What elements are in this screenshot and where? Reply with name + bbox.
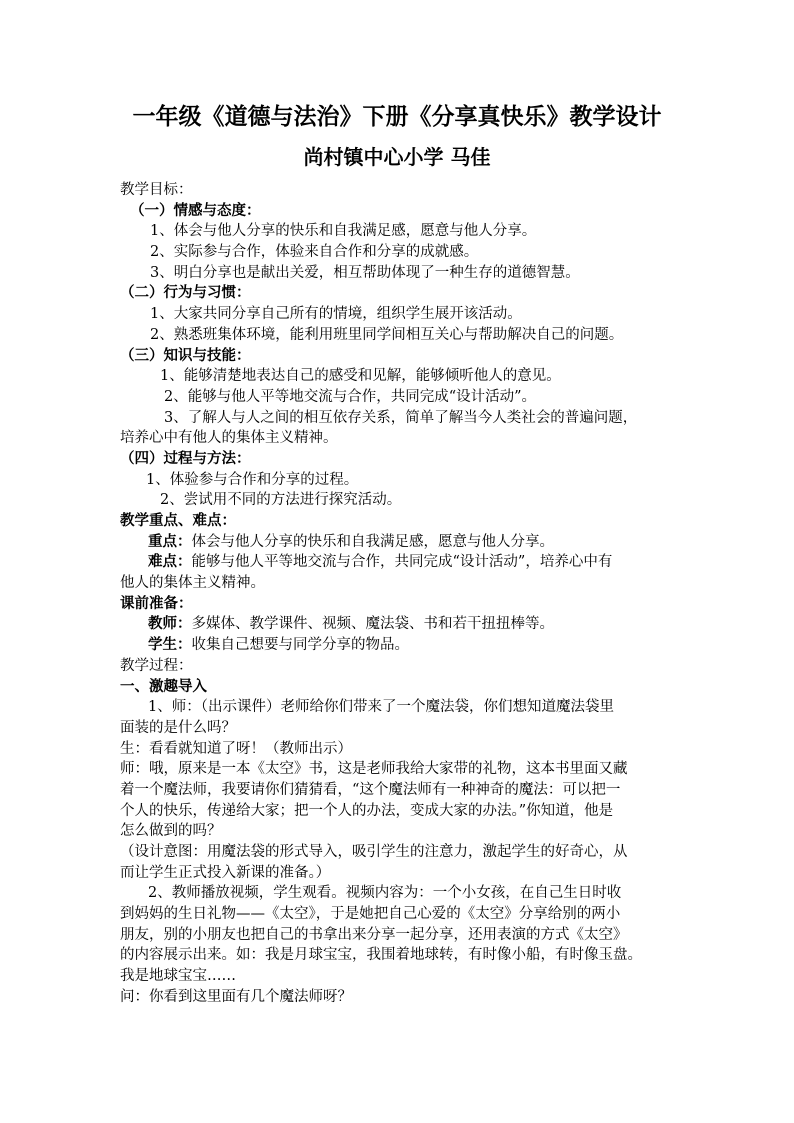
paragraph-line: 着一个魔法师，我要请你们猜猜看，“这个魔法师有一种神奇的魔法：可以把一 [120, 781, 621, 798]
paragraph-line: 而让学生正式投入新课的准备。） [120, 864, 331, 881]
section-heading-process-methods: （四）过程与方法： [120, 449, 251, 467]
key-points-heading: 教学重点、难点： [120, 512, 236, 529]
difficulty-label: 难点： [148, 553, 192, 571]
paragraph-line: 个人的快乐，传递给大家；把一个人的办法，变成大家的办法。”你知道，他是 [120, 802, 614, 819]
section-heading-behavior: （二）行为与习惯： [120, 284, 251, 302]
paragraph-line: 师：哦，原来是一本《太空》书，这是老师我给大家带的礼物，这本书里面又藏 [120, 761, 628, 778]
list-item: 3、了解人与人之间的相互依存关系，简单了解当今人类社会的普遍问题， [164, 409, 638, 426]
paragraph-line: 2、教师播放视频，学生观看。视频内容为：一个小女孩，在自己生日时收 [148, 885, 622, 902]
focus-line [120, 532, 692, 553]
paragraph-line: 我是地球宝宝…… [120, 968, 236, 985]
list-item: 2、熟悉班集体环境，能利用班里同学间相互关心与帮助解决自己的问题。 [150, 326, 624, 343]
document-title: 一年级《道德与法治》下册《分享真快乐》教学设计 [132, 103, 662, 130]
paragraph-line: （设计意图：用魔法袋的形式导入，吸引学生的注意力，激起学生的好奇心，从 [120, 844, 628, 860]
difficulty-text: 能够与他人平等地交流与合作，共同完成“设计活动”，培养心中有 [191, 554, 613, 571]
list-item: 2、实际参与合作，体验来自合作和分享的成就感。 [150, 244, 479, 261]
section-heading-skills: （三）知识与技能： [120, 346, 251, 364]
paragraph-line: 的内容展示出来。如：我是月球宝宝，我围着地球转，有时像小船，有时像玉盘。 [120, 947, 642, 964]
document-body [120, 180, 692, 1008]
author-line: 尚村镇中心小学 马佳 [303, 145, 491, 169]
difficulty-continuation: 他人的集体主义精神。 [120, 575, 265, 592]
paragraph-line: 怎么做到的吗？ [120, 823, 222, 840]
paragraph-line: 面装的是什么吗？ [120, 719, 236, 736]
list-item: 1、体验参与合作和分享的过程。 [146, 471, 359, 488]
focus-text: 体会与他人分享的快乐和自我满足感，愿意与他人分享。 [191, 533, 554, 550]
process-heading: 教学过程： [120, 657, 193, 674]
list-item: 3、明白分享也是献出关爱，相互帮助体现了一种生存的道德智慧。 [150, 264, 580, 281]
list-item: 1、能够清楚地表达自己的感受和见解，能够倾听他人的意见。 [160, 368, 561, 385]
list-item: 2、尝试用不同的方法进行探究活动。 [160, 492, 402, 509]
objectives-heading: 教学目标： [120, 182, 193, 198]
list-item: 1、体会与他人分享的快乐和自我满足感，愿意与他人分享。 [150, 223, 537, 240]
list-item: 1、大家共同分享自己所有的情境，组织学生展开该活动。 [150, 306, 522, 323]
teacher-label: 教师： [148, 615, 192, 633]
paragraph-line: 到妈妈的生日礼物——《太空》，于是她把自己心爱的《太空》分享给别的两小 [120, 906, 621, 923]
section-heading-emotion: （一）情感与态度： [130, 201, 261, 219]
preparation-heading: 课前准备： [120, 594, 193, 612]
paragraph-line: 生：看看就知道了呀！（教师出示） [120, 740, 352, 757]
paragraph-line: 朋友，别的小朋友也把自己的书拿出来分享一起分享，还用表演的方式《太空》 [120, 926, 628, 943]
student-prep-line [120, 635, 692, 656]
teacher-prep-text: 多媒体、教学课件、视频、魔法袋、书和若干扭扭棒等。 [191, 616, 554, 633]
list-item-continuation: 培养心中有他人的集体主义精神。 [120, 430, 338, 447]
student-prep-text: 收集自己想要与同学分享的物品。 [191, 637, 409, 654]
difficulty-line [120, 552, 692, 573]
paragraph-line: 问：你看到这里面有几个魔法师呀？ [120, 988, 352, 1005]
paragraph-line: 1、师：（出示课件）老师给你们带来了一个魔法袋，你们想知道魔法袋里 [148, 699, 614, 716]
student-label: 学生： [148, 636, 192, 654]
focus-label: 重点： [148, 532, 192, 550]
teacher-prep-line [120, 614, 692, 635]
part-one-heading: 一、激趣导入 [120, 677, 207, 695]
list-item: 2、能够与他人平等地交流与合作，共同完成“设计活动”。 [164, 388, 537, 405]
